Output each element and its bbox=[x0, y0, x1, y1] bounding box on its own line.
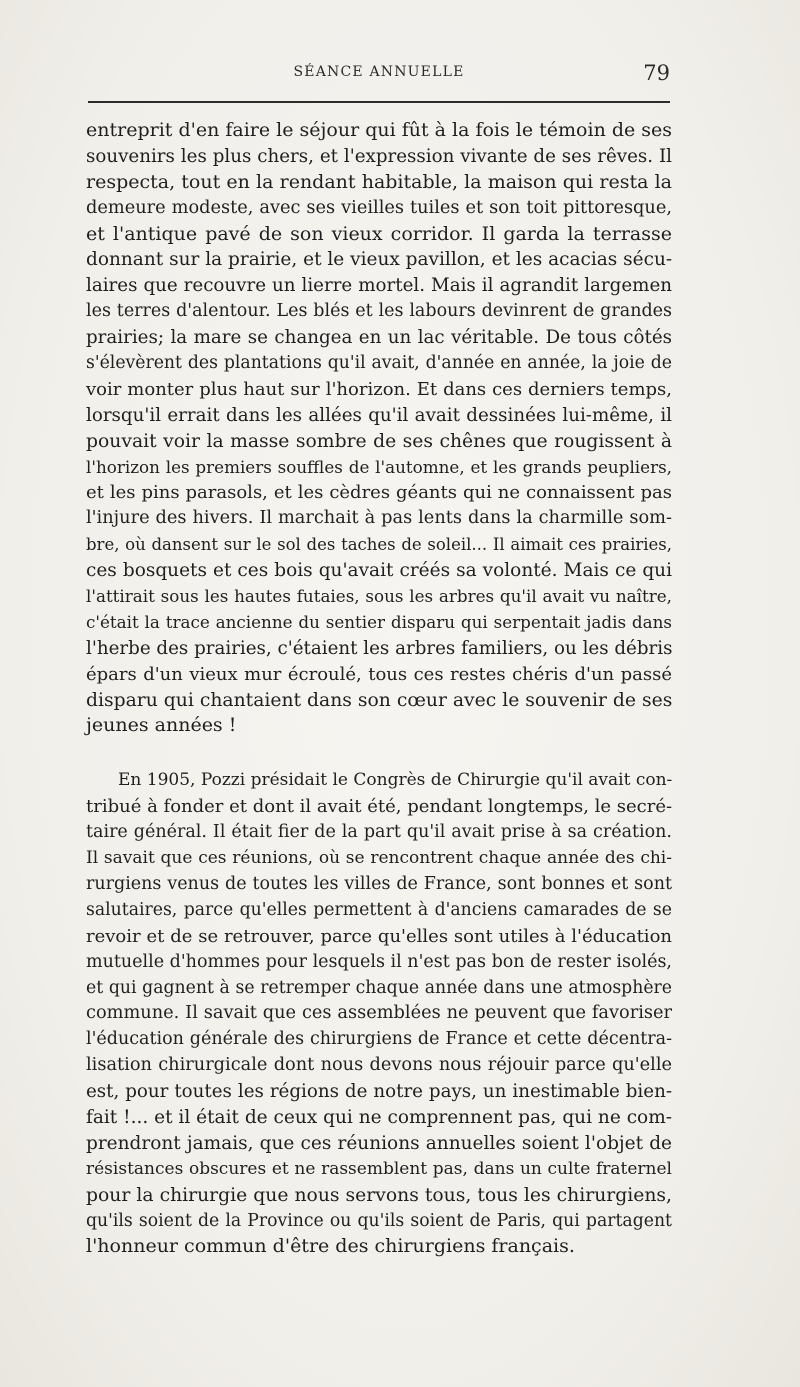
text-line: prendront jamais, que ces réunions annuelles soient l'objet de bbox=[86, 1132, 672, 1154]
text-line: ces bosquets et ces bois qu'avait créés sa volonté. Mais ce qui bbox=[86, 560, 672, 582]
header-rule bbox=[88, 101, 670, 103]
text-line: jeunes années ! bbox=[86, 714, 237, 737]
text-line: s'élevèrent des plantations qu'il avait, d'année en année, la joie de bbox=[86, 353, 672, 374]
page-header bbox=[86, 61, 672, 88]
text-line: l'horizon les premiers souffles de l'automne, et les grands peupliers, bbox=[86, 456, 672, 477]
text-line: l'attirait sous les hautes futaies, sous les arbres qu'il avait vu naître, bbox=[86, 586, 672, 607]
text-line: bre, où dansent sur le sol des taches de soleil... Il aimait ces prairies, bbox=[86, 535, 672, 555]
text-line: l'herbe des prairies, c'étaient les arbres familiers, ou les débris bbox=[86, 637, 673, 659]
text-line: commune. Il savait que ces assemblées ne peuvent que favoriser bbox=[86, 1003, 672, 1024]
text-line: salutaires, parce qu'elles permettent à d'anciens camarades de se bbox=[86, 899, 672, 920]
text-line: l'honneur commun d'être des chirurgiens français. bbox=[86, 1235, 575, 1258]
paragraph-1 bbox=[86, 118, 672, 739]
text-line: demeure modeste, avec ses vieilles tuiles et son toit pittoresque, bbox=[86, 197, 672, 218]
text-line: lisation chirurgicale dont nous devons nous réjouir parce qu'elle bbox=[86, 1055, 672, 1076]
paragraph-gap bbox=[86, 739, 672, 768]
text-line: Il savait que ces réunions, où se rencontrent chaque année des chi- bbox=[86, 848, 672, 869]
text-line: et qui gagnent à se retremper chaque année dans une atmosphère bbox=[86, 977, 672, 998]
text-line: lorsqu'il errait dans les allées qu'il avait dessinées lui-même, il bbox=[86, 404, 672, 426]
text-line: les terres d'alentour. Les blés et les labours devinrent de grandes bbox=[86, 301, 672, 322]
text-line: entreprit d'en faire le séjour qui fût à la fois le témoin de ses bbox=[86, 119, 673, 141]
text-line: respecta, tout en la rendant habitable, la maison qui resta la bbox=[86, 170, 672, 193]
text-line: c'était la trace ancienne du sentier disparu qui serpentait jadis dans bbox=[86, 611, 672, 632]
text-line: et les pins parasols, et les cèdres géants qui ne connaissent pas bbox=[86, 482, 672, 504]
text-line: tribué à fonder et dont il avait été, pendant longtemps, le secré- bbox=[86, 796, 673, 818]
body-text bbox=[86, 118, 672, 1260]
text-line: est, pour toutes les régions de notre pays, un inestimable bien- bbox=[86, 1081, 672, 1103]
running-title: SÉANCE ANNUELLE bbox=[293, 64, 465, 80]
text-line: l'éducation générale des chirurgiens de France et cette décentra- bbox=[86, 1029, 672, 1050]
text-line: En 1905, Pozzi présidait le Congrès de Chirurgie qu'il avait con- bbox=[118, 770, 673, 791]
text-line: rurgiens venus de toutes les villes de France, sont bonnes et sont bbox=[86, 873, 672, 894]
text-line: l'injure des hivers. Il marchait à pas lents dans la charmille som- bbox=[86, 508, 672, 529]
text-line: disparu qui chantaient dans son cœur avec le souvenir de ses bbox=[86, 689, 673, 711]
paragraph-2 bbox=[86, 768, 672, 1260]
text-line: prairies; la mare se changea en un lac véritable. De tous côtés bbox=[86, 327, 672, 349]
text-line: pour la chirurgie que nous servons tous, tous les chirurgiens, bbox=[86, 1184, 672, 1206]
page-number: 79 bbox=[643, 61, 670, 85]
text-line: qu'ils soient de la Province ou qu'ils soient de Paris, qui partagent bbox=[86, 1210, 672, 1231]
text-line: donnant sur la prairie, et le vieux pavillon, et les acacias sécu- bbox=[86, 249, 673, 271]
text-line: laires que recouvre un lierre mortel. Mais il agrandit largemen bbox=[86, 275, 672, 297]
text-line: épars d'un vieux mur écroulé, tous ces restes chéris d'un passé bbox=[86, 663, 672, 685]
text-line: souvenirs les plus chers, et l'expression vivante de ses rêves. Il bbox=[86, 145, 672, 167]
text-line: voir monter plus haut sur l'horizon. Et dans ces derniers temps, bbox=[86, 378, 672, 400]
text-line: taire général. Il était fier de la part qu'il avait prise à sa création. bbox=[86, 822, 672, 843]
text-line: et l'antique pavé de son vieux corridor. Il garda la terrasse bbox=[86, 222, 672, 245]
text-line: pouvait voir la masse sombre de ses chênes que rougissent à bbox=[86, 430, 672, 452]
text-line: mutuelle d'hommes pour lesquels il n'est pas bon de rester isolés, bbox=[86, 951, 672, 972]
text-line: résistances obscures et ne rassemblent pas, dans un culte fraternel bbox=[86, 1158, 672, 1179]
text-line: revoir et de se retrouver, parce qu'elles sont utiles à l'éducation bbox=[86, 925, 672, 947]
text-line: fait !... et il était de ceux qui ne comprennent pas, qui ne com- bbox=[86, 1106, 672, 1128]
